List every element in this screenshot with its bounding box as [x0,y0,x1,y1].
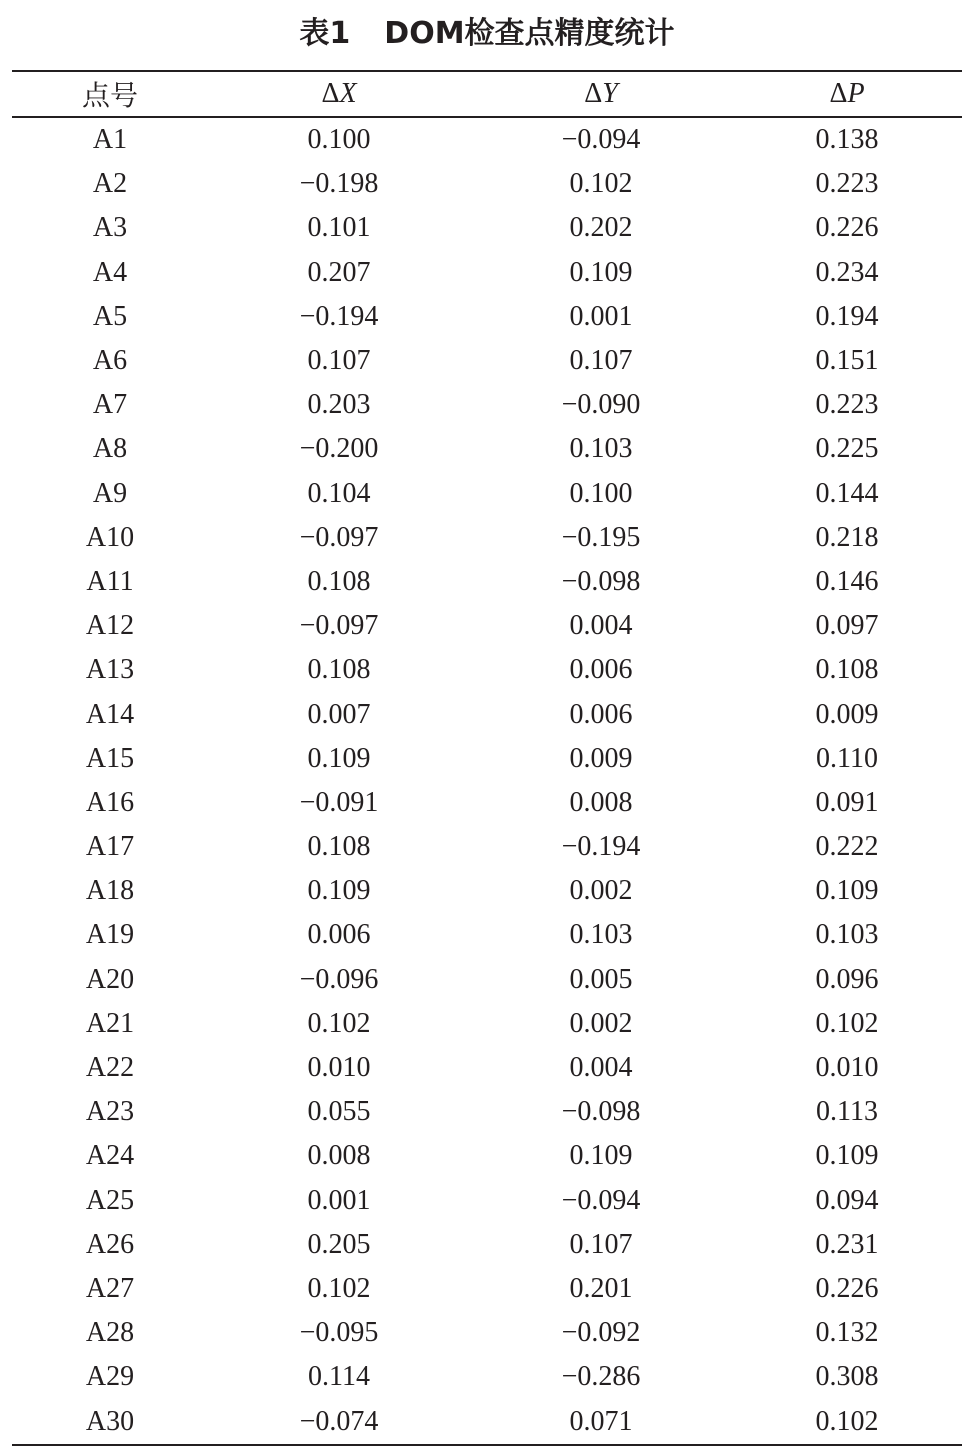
cell-dx: 0.114 [308,1361,370,1393]
table-row [12,737,962,781]
cell-dp: 0.097 [815,610,879,642]
cell-dx: −0.194 [299,300,379,332]
cell-dy: −0.194 [561,831,641,863]
cell-point: A24 [85,1140,135,1172]
header-dx [208,71,470,117]
cell-dp: 0.109 [815,875,879,907]
cell-dy: 0.004 [569,1052,633,1084]
cell-dp: 0.094 [815,1184,879,1216]
cell-dy: 0.109 [569,1140,633,1172]
table-row [12,472,962,516]
cell-dx: −0.096 [299,963,379,995]
cell-dp: 0.146 [815,565,879,597]
cell-dp: 0.138 [815,124,879,156]
cell-dx: 0.008 [307,1140,371,1172]
cell-dy: −0.195 [561,521,641,553]
cell-dx: 0.102 [307,1272,371,1304]
cell-dy: 0.005 [569,963,633,995]
cell-dp: 0.132 [815,1317,879,1349]
table-row [12,516,962,560]
cell-point: A16 [85,786,135,818]
cell-point: A30 [85,1405,135,1437]
cell-dx: 0.104 [307,477,371,509]
cell-point: A21 [85,1007,135,1039]
cell-point: A11 [86,565,134,597]
var-x: X [339,78,357,109]
table-row [12,427,962,471]
cell-dp: 0.103 [815,919,879,951]
cell-dp: 0.234 [815,256,879,288]
cell-dx: 0.109 [307,742,371,774]
cell-point: A15 [85,742,135,774]
table-row [12,206,962,250]
var-p: P [847,78,865,109]
cell-point: A28 [85,1317,135,1349]
table-row [12,339,962,383]
cell-point: A7 [92,389,128,421]
cell-dx: 0.055 [307,1096,371,1128]
cell-point: A4 [92,256,128,288]
table-row [12,1267,962,1311]
cell-dp: 0.102 [815,1405,879,1437]
cell-dx: −0.097 [299,610,379,642]
cell-point: A25 [85,1184,135,1216]
table-row [12,560,962,604]
cell-dp: 0.194 [815,300,879,332]
table-row [12,251,962,295]
table-title: DOM检查点精度统计 [384,16,675,51]
delta-symbol: Δ [584,78,603,109]
cell-dy: −0.094 [561,124,641,156]
cell-dy: 0.107 [569,1228,633,1260]
cell-dy: 0.001 [569,300,633,332]
cell-dx: 0.001 [307,1184,371,1216]
cell-point: A14 [85,698,135,730]
cell-dp: 0.223 [815,389,879,421]
cell-point: A26 [85,1228,135,1260]
header-dp [732,71,962,117]
cell-dp: 0.225 [815,433,879,465]
cell-point: A9 [92,477,128,509]
delta-symbol: Δ [829,78,848,109]
table-row [12,1223,962,1267]
cell-dy: 0.002 [569,1007,633,1039]
cell-dy: 0.009 [569,742,633,774]
table-row [12,869,962,913]
cell-dp: 0.108 [815,654,879,686]
header-point: 点号 [81,79,138,112]
cell-point: A18 [85,875,135,907]
cell-point: A20 [85,963,135,995]
cell-dy: 0.100 [569,477,633,509]
cell-dp: 0.096 [815,963,879,995]
cell-dx: 0.203 [307,389,371,421]
table-caption [0,8,974,60]
cell-point: A27 [85,1272,135,1304]
table-row [12,1179,962,1223]
cell-dx: 0.101 [307,212,371,244]
cell-dx: 0.010 [307,1052,371,1084]
cell-dx: 0.109 [307,875,371,907]
cell-dy: 0.006 [569,698,633,730]
cell-dx: 0.102 [307,1007,371,1039]
table-number: 表1 [299,16,351,51]
table-row [12,383,962,427]
cell-dx: 0.006 [307,919,371,951]
cell-dx: 0.108 [307,654,371,686]
cell-dy: −0.286 [561,1361,641,1393]
cell-point: A17 [85,831,135,863]
cell-point: A3 [92,212,128,244]
cell-dy: 0.103 [569,433,633,465]
cell-dx: 0.107 [307,345,371,377]
cell-dy: 0.004 [569,610,633,642]
table-row [12,1399,962,1444]
cell-dp: 0.218 [815,521,879,553]
table-row [12,295,962,339]
cell-dx: −0.198 [299,168,379,200]
cell-point: A23 [85,1096,135,1128]
cell-point: A5 [92,300,128,332]
var-y: Y [602,78,618,109]
cell-point: A8 [92,433,128,465]
cell-point: A19 [85,919,135,951]
cell-dp: 0.102 [815,1007,879,1039]
cell-dy: 0.006 [569,654,633,686]
cell-dp: 0.226 [815,212,879,244]
precision-table [12,70,962,1446]
table-row [12,604,962,648]
cell-dx: −0.097 [299,521,379,553]
cell-dy: 0.109 [569,256,633,288]
cell-dx: 0.007 [307,698,371,730]
cell-dy: −0.092 [561,1317,641,1349]
table-body [12,117,962,1445]
cell-dx: −0.095 [299,1317,379,1349]
cell-dp: 0.110 [816,742,878,774]
cell-dy: −0.098 [561,565,641,597]
header-row [12,71,962,117]
cell-dp: 0.151 [815,345,879,377]
delta-symbol: Δ [321,78,340,109]
cell-dx: 0.100 [307,124,371,156]
cell-dx: 0.207 [307,256,371,288]
cell-point: A29 [85,1361,135,1393]
table-row [12,1090,962,1134]
cell-dx: −0.074 [299,1405,379,1437]
cell-dp: 0.231 [815,1228,879,1260]
table-row [12,958,962,1002]
cell-dy: 0.202 [569,212,633,244]
cell-dx: −0.200 [299,433,379,465]
table-row [12,1134,962,1178]
table-row [12,648,962,692]
cell-dy: −0.090 [561,389,641,421]
cell-dp: 0.144 [815,477,879,509]
cell-dx: 0.108 [307,565,371,597]
cell-dp: 0.010 [815,1052,879,1084]
cell-dp: 0.222 [815,831,879,863]
cell-dy: 0.102 [569,168,633,200]
cell-dy: −0.094 [561,1184,641,1216]
cell-dx: 0.205 [307,1228,371,1260]
cell-dp: 0.009 [815,698,879,730]
cell-point: A13 [85,654,135,686]
cell-point: A22 [85,1052,135,1084]
cell-point: A6 [92,345,128,377]
table-row [12,162,962,206]
table-row [12,1311,962,1355]
cell-point: A1 [92,124,128,156]
cell-dp: 0.226 [815,1272,879,1304]
header-dy [470,71,732,117]
cell-dx: −0.091 [299,786,379,818]
cell-point: A10 [85,521,135,553]
table-row [12,117,962,162]
cell-dp: 0.223 [815,168,879,200]
table-row [12,825,962,869]
table-row [12,1046,962,1090]
cell-dy: 0.103 [569,919,633,951]
table-row [12,1002,962,1046]
cell-dy: −0.098 [561,1096,641,1128]
cell-point: A2 [92,168,128,200]
cell-dp: 0.308 [815,1361,879,1393]
cell-dy: 0.071 [569,1405,633,1437]
cell-point: A12 [85,610,135,642]
cell-dx: 0.108 [307,831,371,863]
cell-dp: 0.091 [815,786,879,818]
table-row [12,913,962,957]
table-row [12,1355,962,1399]
cell-dy: 0.201 [569,1272,633,1304]
cell-dy: 0.107 [569,345,633,377]
table-row [12,692,962,736]
cell-dp: 0.109 [815,1140,879,1172]
cell-dy: 0.008 [569,786,633,818]
cell-dp: 0.113 [816,1096,878,1128]
cell-dy: 0.002 [569,875,633,907]
table-row [12,781,962,825]
